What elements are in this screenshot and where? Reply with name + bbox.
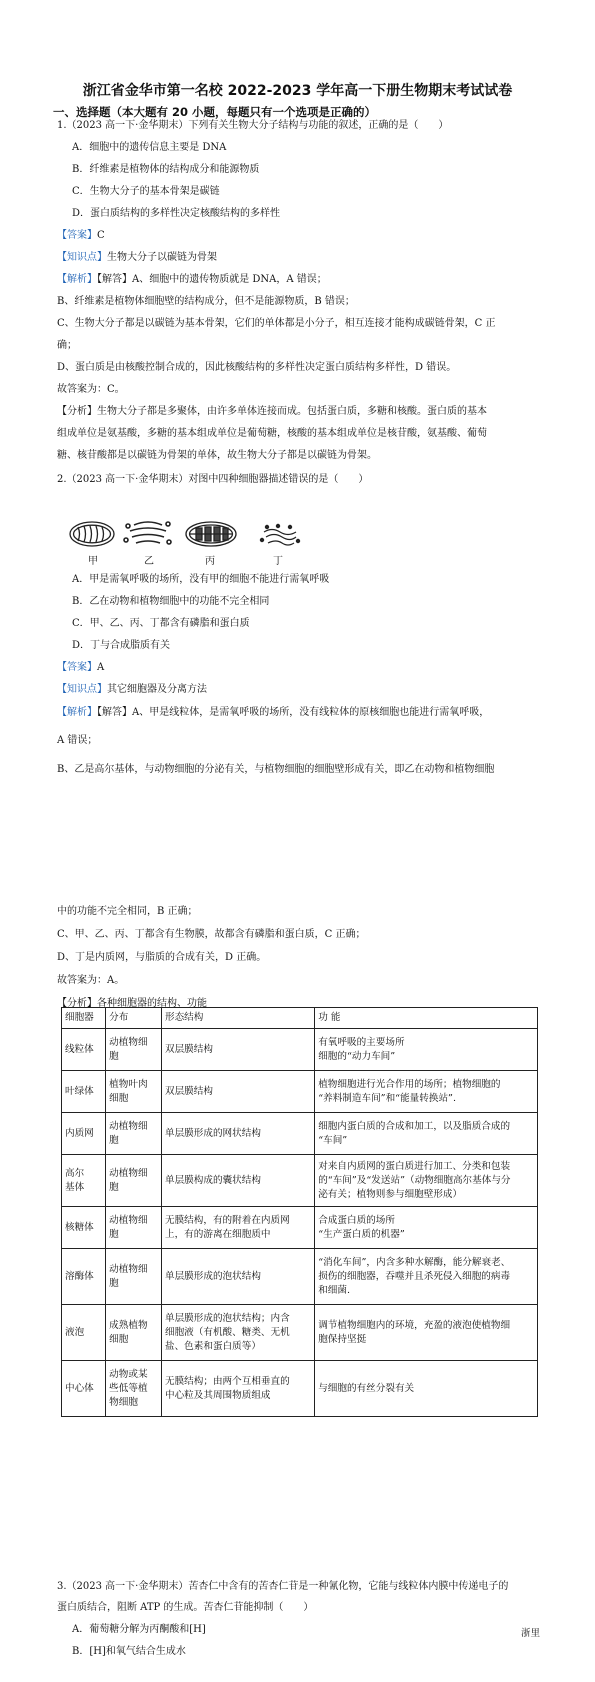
table-cell-line: 些低等植 xyxy=(109,1382,148,1394)
table-cell-line: 细胞的“动力车间” xyxy=(318,1050,396,1062)
table-cell xyxy=(315,1029,538,1071)
table-cell xyxy=(315,1155,538,1207)
table-cell-line: 胞保持坚挺 xyxy=(318,1333,367,1345)
q2-knowledge-point xyxy=(57,683,547,697)
q2-analysis-line: 故答案为：A。 xyxy=(57,975,125,986)
table-cell-line: “生产蛋白质的机器” xyxy=(318,1228,405,1240)
knowledge-tag: 【知识点】 xyxy=(57,252,107,263)
table-cell xyxy=(62,1249,106,1305)
q2-summary: 【分析】各种细胞器的结构、功能 xyxy=(57,998,207,1009)
q2-analysis-line: D、丁是内质网，与脂质的合成有关，D 正确。 xyxy=(57,952,267,963)
analysis-tag: 【解析】 xyxy=(57,274,97,285)
table-cell-line: 无膜结构，有的附着在内质网 xyxy=(165,1214,290,1226)
table-row xyxy=(62,1029,538,1071)
table-cell-line: 与细胞的有丝分裂有关 xyxy=(318,1382,415,1394)
table-cell-line: 双层膜结构 xyxy=(165,1085,213,1097)
table-cell-line: 泌有关；植物则参与细胞壁形成） xyxy=(318,1188,463,1200)
table-cell-line: 中心粒及其周围物质组成 xyxy=(165,1389,271,1401)
table-cell-line: “消化车间”，内含多种水解酶，能分解衰老、 xyxy=(318,1256,511,1268)
table-cell-line: 单层膜构成的囊状结构 xyxy=(165,1174,261,1186)
table-cell-line: “养料制造车间”和“能量转换站”. xyxy=(318,1092,457,1104)
table-cell xyxy=(162,1113,315,1155)
table-cell xyxy=(62,1207,106,1249)
table-cell xyxy=(106,1305,162,1361)
figure-labels xyxy=(68,552,308,566)
table-cell-line: 无膜结构；由两个互相垂直的 xyxy=(165,1375,290,1387)
q2-option-a: A．甲是需氧呼吸的场所，没有甲的细胞不能进行需氧呼吸 xyxy=(72,574,330,585)
table-cell-line: 胞 xyxy=(109,1277,119,1289)
table-cell xyxy=(162,1249,315,1305)
table-cell-line: 动植物细 xyxy=(109,1120,148,1132)
q1-option-b: B．纤维素是植物体的结构成分和能源物质 xyxy=(72,164,260,175)
footer-mark: 浙里 xyxy=(520,1628,540,1639)
table-cell xyxy=(106,1029,162,1071)
q2-option-b: B．乙在动物和植物细胞中的功能不完全相同 xyxy=(72,596,270,607)
figure-label-jia: 甲 xyxy=(88,556,98,567)
table-cell xyxy=(62,1113,106,1155)
q2-knowledge-text: 其它细胞器及分离方法 xyxy=(107,684,207,695)
table-cell-line: 植物细胞进行光合作用的场所；植物细胞的 xyxy=(318,1078,501,1090)
table-cell-line: 损伤的细胞器，吞噬并且杀死侵入细胞的病毒 xyxy=(318,1270,511,1282)
table-cell-line: 细胞内蛋白质的合成和加工，以及脂质合成的 xyxy=(318,1120,511,1132)
table-body xyxy=(62,1029,538,1417)
organelle-figure xyxy=(68,516,308,566)
table-cell-line: 溶酶体 xyxy=(65,1270,94,1282)
table-cell-line: 物细胞 xyxy=(109,1396,138,1408)
table-cell xyxy=(106,1113,162,1155)
q1-answer-value: C xyxy=(97,230,105,241)
q2-analysis-text: 【解答】A、甲是线粒体，是需氧呼吸的场所，没有线粒体的原核细胞也能进行需氧呼吸， xyxy=(97,707,490,718)
q1-analysis-line: B、纤维素是植物体细胞壁的结构成分，但不是能源物质，B 错误； xyxy=(57,296,355,307)
table-cell-line: 液泡 xyxy=(65,1326,85,1338)
q1-analysis-line: 确； xyxy=(57,340,77,351)
table-cell xyxy=(315,1249,538,1305)
q3-option-b: B．[H]和氧气结合生成水 xyxy=(72,1646,186,1657)
q1-answer xyxy=(57,229,547,243)
table-cell-line: 胞 xyxy=(109,1181,119,1193)
table-header-row xyxy=(62,1008,538,1029)
q2-answer xyxy=(57,661,547,675)
table-header-cell: 分布 xyxy=(106,1008,162,1029)
q1-stem: 1.（2023 高一下·金华期末）下列有关生物大分子结构与功能的叙述，正确的是（ ） xyxy=(57,120,449,131)
table-cell xyxy=(62,1305,106,1361)
exam-title: 浙江省金华市第一名校 2022-2023 学年高一下册生物期末考试试卷 xyxy=(82,83,513,99)
table-cell xyxy=(162,1155,315,1207)
q2-answer-value: A xyxy=(97,662,105,673)
answer-tag: 【答案】 xyxy=(57,662,97,673)
table-cell xyxy=(106,1071,162,1113)
table-cell xyxy=(106,1249,162,1305)
section-heading: 一、选择题（本大题有 20 小题，每题只有一个选项是正确的） xyxy=(53,105,377,119)
table-cell-line: 高尔 xyxy=(65,1167,85,1179)
table-cell-line: 内质网 xyxy=(65,1127,94,1139)
q1-summary-line: 【分析】生物大分子都是多聚体，由许多单体连接而成。包括蛋白质，多糖和核酸。蛋白质的基本 xyxy=(57,406,487,417)
table-cell-line: 植物叶肉 xyxy=(109,1078,148,1090)
table-cell xyxy=(315,1305,538,1361)
table-cell-line: 胞 xyxy=(109,1134,119,1146)
figure-label-ding: 丁 xyxy=(273,556,283,567)
table-row xyxy=(62,1361,538,1417)
knowledge-tag: 【知识点】 xyxy=(57,684,107,695)
table-cell-line: 单层膜形成的网状结构 xyxy=(165,1127,261,1139)
table-cell xyxy=(106,1361,162,1417)
golgi-drawing xyxy=(124,522,171,544)
organelle-drawings xyxy=(68,516,308,552)
table-cell-line: 动植物细 xyxy=(109,1167,148,1179)
table-cell-line: 单层膜形成的泡状结构；内含 xyxy=(165,1312,290,1324)
table-cell-line: 盐、色素和蛋白质等） xyxy=(165,1340,261,1352)
table-cell-line: 胞 xyxy=(109,1050,119,1062)
table-cell-line: 基体 xyxy=(65,1181,85,1193)
table-row xyxy=(62,1071,538,1113)
q1-analysis-line: C、生物大分子都是以碳链为基本骨架，它们的单体都是小分子，相互连接才能构成碳链骨架，C 正 xyxy=(57,318,496,329)
table-cell-line: 合成蛋白质的场所 xyxy=(318,1214,395,1226)
table-row xyxy=(62,1305,538,1361)
table-cell-line: 核糖体 xyxy=(65,1221,94,1233)
q1-knowledge-point xyxy=(57,251,547,265)
table-cell-line: 动物或某 xyxy=(109,1368,148,1380)
table-cell xyxy=(162,1305,315,1361)
table-cell-line: “车间” xyxy=(318,1134,348,1146)
table-cell-line: 的“车间”及“发送站”（动物细胞高尔基体与分 xyxy=(318,1174,511,1186)
q2-option-c: C．甲、乙、丙、丁都含有磷脂和蛋白质 xyxy=(72,618,250,629)
table-cell xyxy=(315,1113,538,1155)
table-header-cell: 细胞器 xyxy=(62,1008,106,1029)
table-cell-line: 对来自内质网的蛋白质进行加工、分类和包装 xyxy=(318,1160,511,1172)
q1-summary-line: 糖、核苷酸都是以碳链为骨架的单体，故生物大分子都是以碳链为骨架。 xyxy=(57,450,377,461)
table-cell xyxy=(162,1071,315,1113)
table-row xyxy=(62,1113,538,1155)
table-cell-line: 动植物细 xyxy=(109,1036,148,1048)
table-cell-line: 细胞 xyxy=(109,1092,129,1104)
q2-option-d: D．丁与合成脂质有关 xyxy=(72,640,171,651)
q1-option-c: C．生物大分子的基本骨架是碳链 xyxy=(72,186,220,197)
table-header-cell: 形态结构 xyxy=(162,1008,315,1029)
analysis-tag: 【解析】 xyxy=(57,707,97,718)
table-cell xyxy=(62,1071,106,1113)
table-cell-line: 线粒体 xyxy=(65,1043,94,1055)
er-drawing xyxy=(260,524,299,545)
organelle-table xyxy=(61,1007,538,1417)
table-row xyxy=(62,1249,538,1305)
table-cell-line: 调节植物细胞内的环境，充盈的液泡使植物细 xyxy=(318,1319,511,1331)
q1-analysis-text: 【解答】A、细胞中的遗传物质就是 DNA，A 错误； xyxy=(97,274,327,285)
q1-analysis-line xyxy=(57,273,547,287)
q1-option-a: A．细胞中的遗传信息主要是 DNA xyxy=(72,142,227,153)
figure-label-bing: 丙 xyxy=(205,556,215,567)
table-cell xyxy=(315,1361,538,1417)
q2-analysis-line: B、乙是高尔基体，与动物细胞的分泌有关，与植物细胞的细胞壁形成有关，即乙在动物和植物细胞 xyxy=(57,764,495,775)
table-row xyxy=(62,1207,538,1249)
q2-analysis-line: 中的功能不完全相同，B 正确； xyxy=(57,906,198,917)
q1-analysis-line: D、蛋白质是由核酸控制合成的，因此核酸结构的多样性决定蛋白质结构多样性，D 错误。 xyxy=(57,362,457,373)
q1-knowledge-text: 生物大分子以碳链为骨架 xyxy=(107,252,217,263)
q2-analysis-line: A 错误； xyxy=(57,735,98,746)
table-cell-line: 胞 xyxy=(109,1228,119,1240)
answer-tag: 【答案】 xyxy=(57,230,97,241)
table-cell-line: 成熟植物 xyxy=(109,1319,148,1331)
q2-analysis-line xyxy=(57,706,547,720)
table-cell-line: 单层膜形成的泡状结构 xyxy=(165,1270,261,1282)
table-cell xyxy=(62,1155,106,1207)
table-cell-line: 和细菌. xyxy=(318,1284,351,1296)
table-cell xyxy=(106,1155,162,1207)
chloroplast-drawing xyxy=(186,522,236,546)
table-cell xyxy=(162,1207,315,1249)
q1-summary-line: 组成单位是氨基酸，多糖的基本组成单位是葡萄糖，核酸的基本组成单位是核苷酸，氨基酸、葡萄 xyxy=(57,428,487,439)
q3-stem-line: 3.（2023 高一下·金华期末）苦杏仁中含有的苦杏仁苷是一种氰化物，它能与线粒体内膜中传递电子的 xyxy=(57,1581,509,1592)
table-cell-line: 有氧呼吸的主要场所 xyxy=(318,1036,405,1048)
table-cell-line: 细胞液（有机酸、糖类、无机 xyxy=(165,1326,290,1338)
table-cell-line: 上，有的游离在细胞质中 xyxy=(165,1228,271,1240)
table-cell-line: 细胞 xyxy=(109,1333,129,1345)
q2-stem: 2.（2023 高一下·金华期末）对图中四种细胞器描述错误的是（ ） xyxy=(57,474,369,485)
table-cell xyxy=(106,1207,162,1249)
mitochondrion-drawing xyxy=(70,522,114,546)
table-cell xyxy=(162,1029,315,1071)
table-cell xyxy=(62,1361,106,1417)
q1-option-d: D．蛋白质结构的多样性决定核酸结构的多样性 xyxy=(72,208,281,219)
table-cell-line: 叶绿体 xyxy=(65,1085,94,1097)
table-row xyxy=(62,1155,538,1207)
table-cell-line: 动植物细 xyxy=(109,1263,148,1275)
table-cell-line: 中心体 xyxy=(65,1382,94,1394)
table-cell xyxy=(62,1029,106,1071)
table-cell-line: 动植物细 xyxy=(109,1214,148,1226)
q1-analysis-line: 故答案为：C。 xyxy=(57,384,125,395)
q2-analysis-line: C、甲、乙、丙、丁都含有生物膜，故都含有磷脂和蛋白质，C 正确； xyxy=(57,929,366,940)
table-cell xyxy=(162,1361,315,1417)
figure-label-yi: 乙 xyxy=(144,556,154,567)
table-cell-line: 双层膜结构 xyxy=(165,1043,213,1055)
table-cell xyxy=(315,1071,538,1113)
table-header-cell: 功 能 xyxy=(315,1008,538,1029)
table-cell xyxy=(315,1207,538,1249)
q3-option-a: A．葡萄糖分解为丙酮酸和[H] xyxy=(72,1624,206,1635)
q3-stem-line: 蛋白质结合，阻断 ATP 的生成。苦杏仁苷能抑制（ ） xyxy=(57,1602,314,1613)
